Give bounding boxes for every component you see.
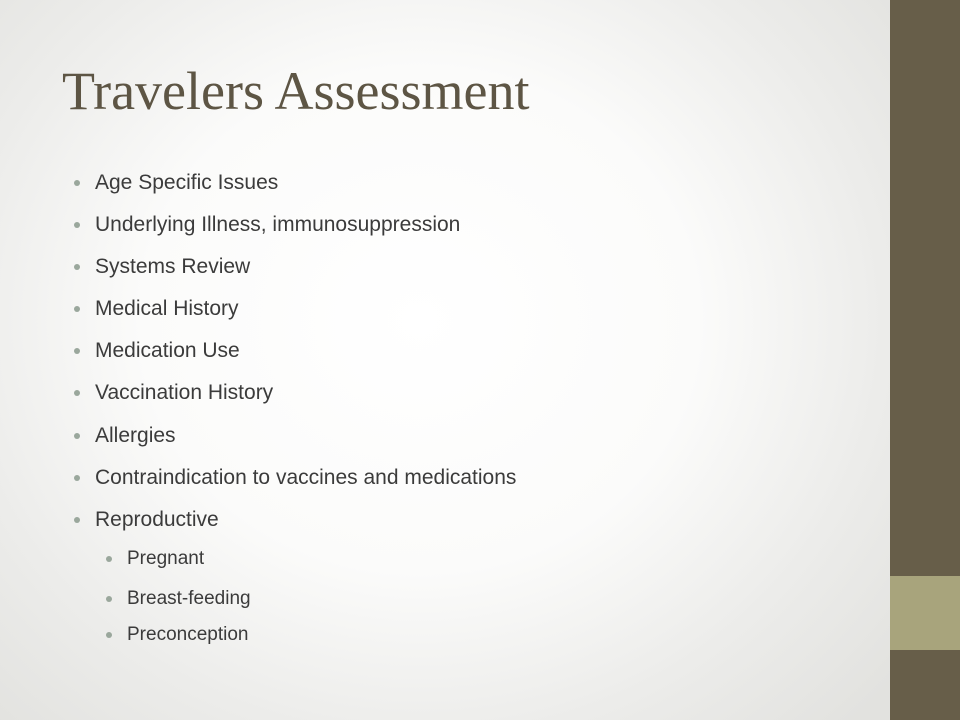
- bullet-dot-icon: [74, 348, 80, 354]
- bullet-dot-icon: [106, 596, 112, 602]
- bullet-item: [95, 170, 278, 196]
- sub-bullet-item: [127, 623, 248, 647]
- bullet-text: Systems Review: [95, 255, 251, 278]
- bullet-text: Age Specific Issues: [95, 171, 279, 194]
- bullet-text: Reproductive: [95, 508, 219, 531]
- bullet-text: Contraindication to vaccines and medications: [95, 466, 517, 489]
- bullet-dot-icon: [74, 517, 80, 523]
- bullet-dot-icon: [74, 390, 80, 396]
- sub-bullet-text: Pregnant: [127, 548, 205, 569]
- sub-bullet-item: [127, 547, 204, 571]
- decorative-side-accent: [890, 576, 960, 650]
- bullet-dot-icon: [74, 475, 80, 481]
- bullet-text: Medical History: [95, 297, 239, 320]
- bullet-text: Medication Use: [95, 339, 240, 362]
- bullet-item: [95, 296, 239, 322]
- bullet-item: [95, 338, 240, 364]
- bullet-dot-icon: [74, 180, 80, 186]
- bullet-text: Vaccination History: [95, 381, 274, 404]
- bullet-dot-icon: [74, 264, 80, 270]
- bullet-item: [95, 212, 460, 238]
- bullet-dot-icon: [74, 306, 80, 312]
- bullet-dot-icon: [74, 222, 80, 228]
- slide-title: Travelers Assessment: [62, 61, 530, 121]
- bullet-dot-icon: [74, 433, 80, 439]
- sub-bullet-text: Preconception: [127, 624, 249, 645]
- sub-bullet-item: [127, 587, 251, 611]
- bullet-dot-icon: [106, 556, 112, 562]
- bullet-text: Underlying Illness, immunosuppression: [95, 213, 461, 236]
- bullet-text: Allergies: [95, 424, 176, 447]
- bullet-item: [95, 254, 250, 280]
- bullet-item: [95, 423, 176, 449]
- bullet-item: [95, 380, 273, 406]
- sub-bullet-text: Breast-feeding: [127, 588, 251, 609]
- bullet-dot-icon: [106, 632, 112, 638]
- bullet-item: [95, 465, 516, 491]
- bullet-item: [95, 507, 219, 533]
